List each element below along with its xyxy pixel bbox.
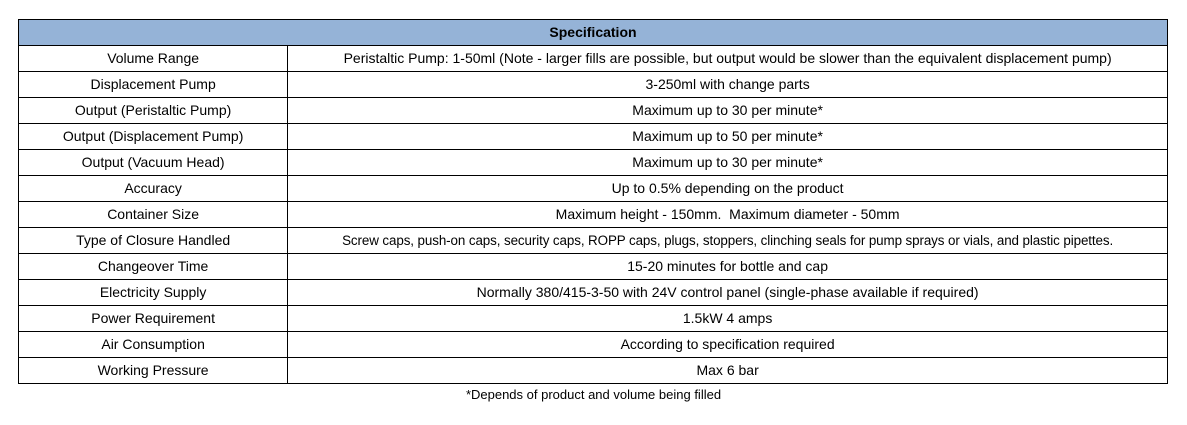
table-row	[19, 228, 1168, 254]
table-row	[19, 46, 1168, 72]
row-value: 3-250ml with change parts	[288, 72, 1168, 98]
row-value: Maximum up to 30 per minute*	[288, 98, 1168, 124]
row-value: 15-20 minutes for bottle and cap	[288, 254, 1168, 280]
table-row	[19, 176, 1168, 202]
table-row	[19, 280, 1168, 306]
row-value: Maximum height - 150mm. Maximum diameter - 50mm	[288, 202, 1168, 228]
row-label: Container Size	[19, 202, 288, 228]
row-label: Output (Vacuum Head)	[19, 150, 288, 176]
table-row	[19, 358, 1168, 384]
row-label: Electricity Supply	[19, 280, 288, 306]
table-title: Specification	[19, 20, 1168, 46]
table-row	[19, 98, 1168, 124]
row-label: Type of Closure Handled	[19, 228, 288, 254]
footnote: *Depends of product and volume being filled	[465, 387, 722, 402]
table-row	[19, 124, 1168, 150]
row-label: Displacement Pump	[19, 72, 288, 98]
table-row	[19, 306, 1168, 332]
row-label: Working Pressure	[19, 358, 288, 384]
table-row	[19, 332, 1168, 358]
row-value: According to specification required	[288, 332, 1168, 358]
row-value: Maximum up to 30 per minute*	[288, 150, 1168, 176]
row-value: Up to 0.5% depending on the product	[288, 176, 1168, 202]
row-label: Accuracy	[19, 176, 288, 202]
row-value: Screw caps, push-on caps, security caps, ROPP caps, plugs, stoppers, clinching seals for pump sprays or vials, and plastic pipettes.	[288, 228, 1168, 254]
specification-table	[18, 19, 1168, 384]
row-label: Output (Peristaltic Pump)	[19, 98, 288, 124]
table-row	[19, 72, 1168, 98]
row-label: Output (Displacement Pump)	[19, 124, 288, 150]
row-value: Maximum up to 50 per minute*	[288, 124, 1168, 150]
row-label: Volume Range	[19, 46, 288, 72]
row-label: Power Requirement	[19, 306, 288, 332]
row-value: Max 6 bar	[288, 358, 1168, 384]
row-value: Normally 380/415-3-50 with 24V control panel (single-phase available if required)	[288, 280, 1168, 306]
table-row	[19, 202, 1168, 228]
table-row	[19, 150, 1168, 176]
row-label: Changeover Time	[19, 254, 288, 280]
row-value: 1.5kW 4 amps	[288, 306, 1168, 332]
table-row	[19, 254, 1168, 280]
row-value: Peristaltic Pump: 1-50ml (Note - larger fills are possible, but output would be slower than the equivalent displacement pump)	[288, 46, 1168, 72]
row-label: Air Consumption	[19, 332, 288, 358]
table-header-row	[19, 20, 1168, 46]
